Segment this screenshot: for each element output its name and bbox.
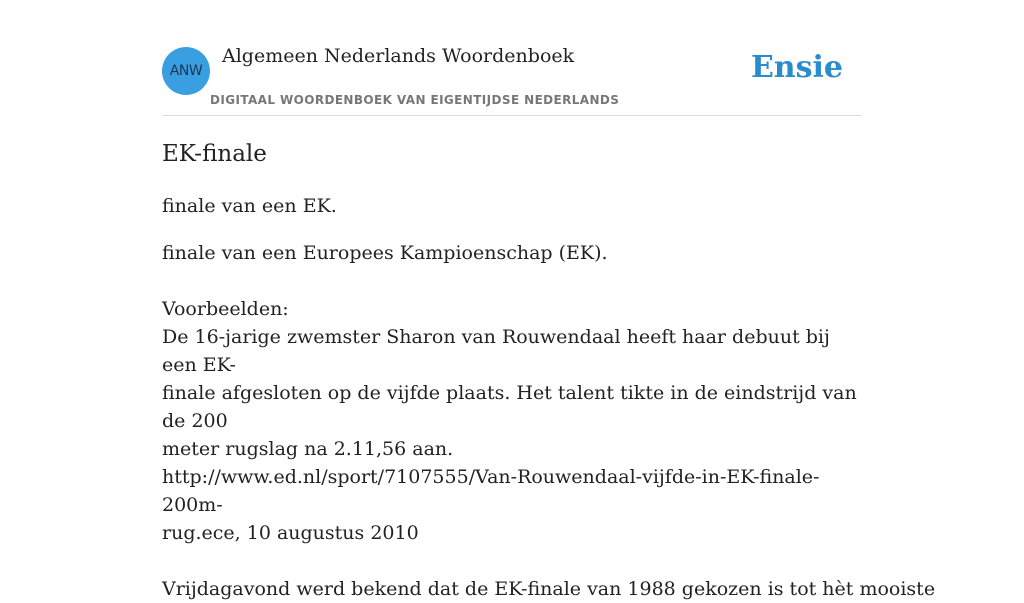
examples-label: Voorbeelden: <box>162 298 289 320</box>
example-1-source-line: rug.ece, 10 augustus 2010 <box>162 522 419 544</box>
full-definition: finale van een Europees Kampioenschap (EK). <box>162 242 608 264</box>
anw-logo[interactable]: ANW <box>162 47 210 95</box>
site-subtitle: DIGITAAL WOORDENBOEK VAN EIGENTIJDSE NEDERLANDS <box>210 93 620 107</box>
entry-content <box>162 138 936 603</box>
entry-body <box>162 239 936 603</box>
example-1-line: meter rugslag na 2.11,56 aan. <box>162 438 454 460</box>
example-2-line: Vrijdagavond werd bekend dat de EK-finale van 1988 gekozen is tot hèt mooiste <box>162 578 936 600</box>
entry-headword: EK-finale <box>162 141 267 167</box>
spacer <box>162 547 862 575</box>
header-divider <box>162 115 862 116</box>
short-definition: finale van een EK. <box>162 195 337 217</box>
example-1-source-line: http://www.ed.nl/sport/7107555/Van-Rouwendaal-vijfde-in-EK-finale-200m- <box>162 466 820 516</box>
ensie-brand-logo[interactable]: Ensie <box>750 50 843 85</box>
site-title[interactable]: Algemeen Nederlands Woordenboek <box>222 45 575 67</box>
example-1-line: finale afgesloten op de vijfde plaats. Het talent tikte in de eindstrijd van de 200 <box>162 382 857 432</box>
example-1-line: De 16-jarige zwemster Sharon van Rouwendaal heeft haar debuut bij een EK- <box>162 326 830 376</box>
spacer <box>162 267 862 295</box>
